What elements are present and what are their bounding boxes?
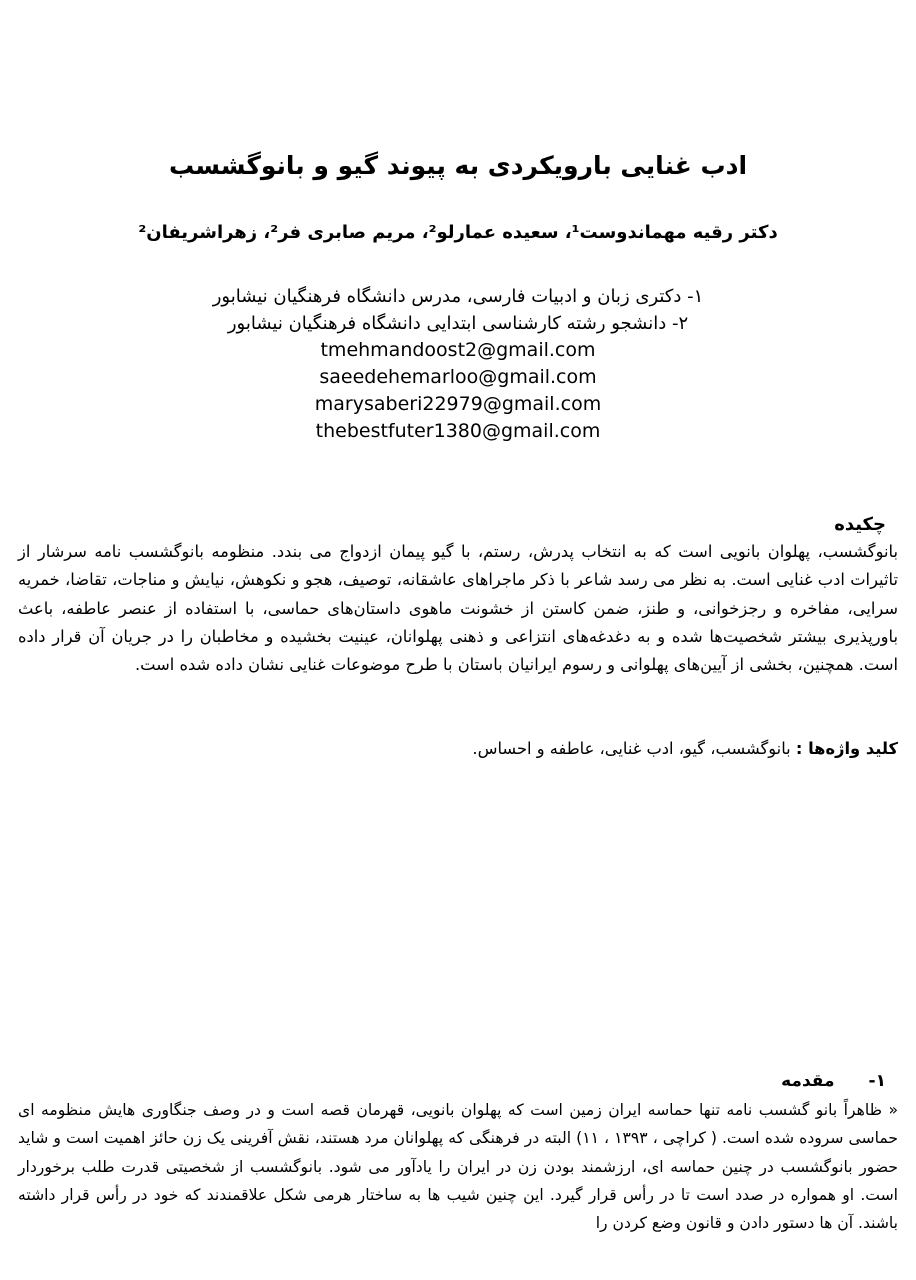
author-list: دکتر رقیه مهماندوست¹، سعیده عمارلو²، مریم صابری فر²، زهراشریفان² [138, 222, 778, 243]
abstract-text: بانوگشسب، پهلوان بانویی است که به انتخاب پدرش، رستم، با گیو پیمان ازدواج می بندد. منظومه بانوگشسب نامه سرشار از تاثیرات ادب غنایی است. به نظر می رسد شاعر با ذکر ماجراهای عاشقانه، توصیف، هجو و نکوهش، نیایش و مناجات، تقاضا، خمریه سرایی، مفاخره و رجزخوانی، و طنز، ضمن کاستن از خشونت ماهوی داستان‌های حماسی، با استفاده از عنصر عاطفه، باعث باورپذیری بیشتر شخصیت‌ها شده و به دغدغه‌های انتزاعی و ذهنی پهلوانان، عینیت بخشیده و مخاطبان را در جریان آن قرار داده است. همچنین، بخشی از آیین‌های پهلوانی و رسوم ایرانیان باستان با طرح موضوعات غنایی نشان داده شده است. [18, 542, 898, 675]
section-title: مقدمه [781, 1071, 835, 1091]
email-1: tmehmandoost2@gmail.com [320, 339, 596, 361]
section-number: ۱- [868, 1071, 886, 1091]
keywords-text: بانوگشسب، گیو، ادب غنایی، عاطفه و احساس. [472, 739, 796, 758]
section-heading-intro [781, 1068, 886, 1094]
email-2: saeedehemarloo@gmail.com [319, 366, 597, 388]
affiliation-2: ۲- دانشجو رشته کارشناسی ابتدایی دانشگاه فرهنگیان نیشابور [227, 313, 689, 334]
intro-text: « ظاهراً بانو گشسب نامه تنها حماسه ایران زمین است که پهلوان بانویی، قهرمان قصه است و در وصف جنگاوری هایش منظومه ای حماسی سروده شده است. ( کراچی ، ۱۳۹۳ ، ۱۱) البته در فرهنگی که پهلوانان مرد هستند، نقش آفرینی یک زن حائز اهمیت است و شاید حضور بانوگشسب در چنین حماسه ای، ارزشمند بودن زن در ایران را یادآور می شود. بانوگشسب از شخصیتی قدرت طلب برخوردار است. او همواره در صدد است تا در رأس قرار گیرد. این چنین شیب ها به ساختار هرمی شکل علاقمندند که خود در رأس قرار داشته باشند. آن ها دستور دادن و قانون وضع کردن را [18, 1101, 898, 1233]
affiliation-1: ۱- دکتری زبان و ادبیات فارسی، مدرس دانشگاه فرهنگیان نیشابور [212, 286, 704, 307]
keywords-label: کلید واژه‌ها : [795, 739, 898, 758]
abstract-heading: چکیده [834, 514, 886, 535]
paper-title: ادب غنایی بارویکردی به پیوند گیو و بانوگشسب [168, 151, 748, 180]
email-3: marysaberi22979@gmail.com [314, 393, 602, 415]
keywords-line [18, 735, 898, 763]
affiliations-block [0, 283, 916, 445]
email-4: thebestfuter1380@gmail.com [315, 420, 601, 442]
